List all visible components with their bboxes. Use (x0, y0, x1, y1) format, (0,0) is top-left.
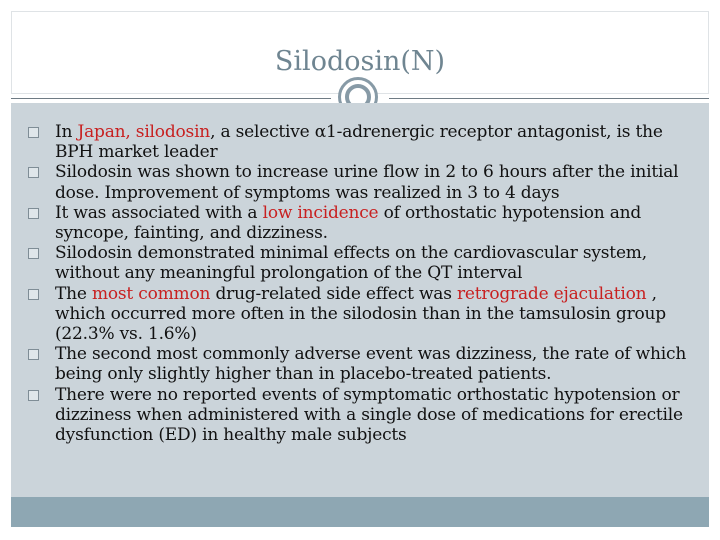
bullet-text: , a selective α1-adrenergic receptor antagonist, is the BPH market leader (55, 122, 663, 163)
bullet-item (25, 122, 695, 162)
highlighted-text: most common (91, 283, 211, 304)
slide-title: Silodosin(N) (274, 46, 446, 77)
bullet-item (25, 243, 695, 283)
bullet-text: The second most commonly adverse event was dizziness, the rate of which being only slightly higher than in placebo-treated patients. (55, 344, 687, 385)
bullet-text: Silodosin was shown to increase urine flow in 2 to 6 hours after the initial dose. Improvement of symptoms was realized in 3 to 4 days (55, 162, 679, 203)
footer-bar (11, 497, 709, 527)
highlighted-text: low incidence (262, 202, 379, 223)
bullet-marker-icon (28, 248, 39, 259)
divider-line-left (11, 98, 331, 99)
bullet-item (25, 344, 695, 384)
bullet-item (25, 284, 695, 345)
bullet-list (25, 122, 695, 445)
bullet-marker-icon (28, 208, 39, 219)
bullet-item (25, 203, 695, 243)
bullet-marker-icon (28, 390, 39, 401)
bullet-text: , which occurred more often in the silodosin than in the tamsulosin group (22.3% vs. 1.6%) (55, 283, 666, 345)
bullet-text: drug-related side effect was (210, 283, 457, 304)
bullet-text: It was associated with a (55, 202, 263, 223)
bullet-text: Silodosin demonstrated minimal effects on the cardiovascular system, without any meaningful prolongation of the QT interval (55, 243, 647, 284)
bullet-marker-icon (28, 167, 39, 178)
bullet-text: In (55, 122, 78, 142)
bullet-item (25, 385, 695, 446)
bullet-marker-icon (28, 127, 39, 138)
highlighted-text: retrograde ejaculation (456, 283, 647, 304)
bullet-text: The (55, 283, 92, 304)
bullet-marker-icon (28, 349, 39, 360)
bullet-text: There were no reported events of symptomatic orthostatic hypotension or dizziness when administered with a single dose of medications for erectile dysfunction (ED) in healthy male subjects (55, 384, 683, 446)
bullet-marker-icon (28, 289, 39, 300)
highlighted-text: Japan, silodosin (77, 122, 211, 142)
divider-line-right (389, 98, 709, 99)
bullet-item (25, 162, 695, 202)
bullet-text: of orthostatic hypotension and syncope, fainting, and dizziness. (55, 202, 642, 244)
